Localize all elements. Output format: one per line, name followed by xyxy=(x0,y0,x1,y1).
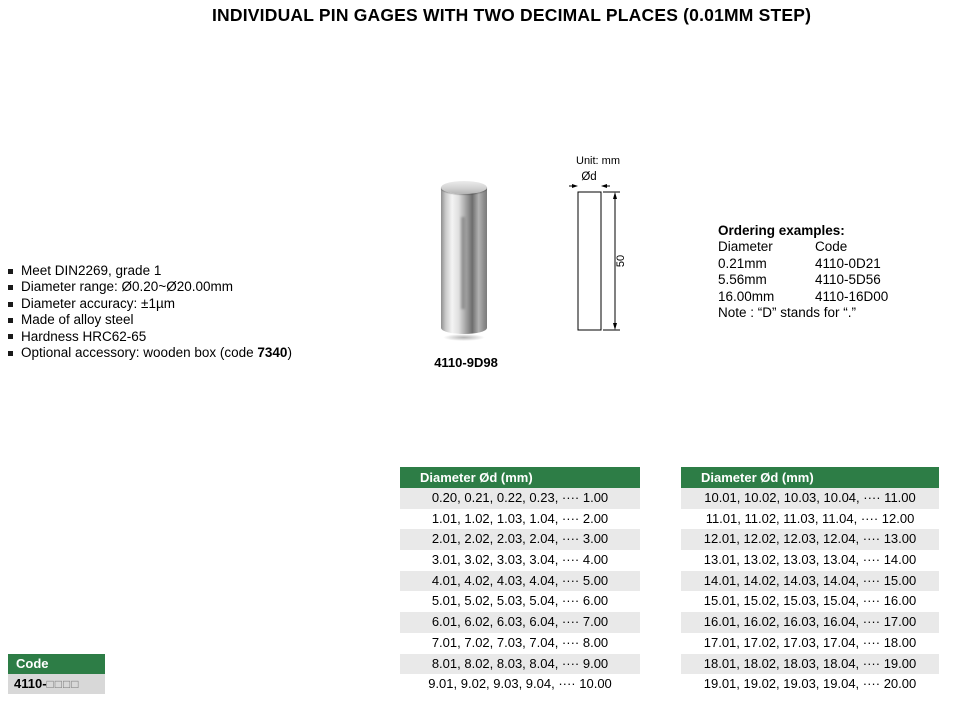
diameter-table-right xyxy=(681,467,939,695)
feature-item xyxy=(8,279,292,295)
feature-item xyxy=(8,312,292,328)
feature-item xyxy=(8,263,292,279)
table-row: 5.01, 5.02, 5.03, 5.04, ···· 6.00 xyxy=(400,591,640,612)
page-title: INDIVIDUAL PIN GAGES WITH TWO DECIMAL PLACES (0.01MM STEP) xyxy=(212,5,812,25)
table-row: 10.01, 10.02, 10.03, 10.04, ···· 11.00 xyxy=(681,488,939,509)
code-legend xyxy=(8,654,105,694)
feature-text: Meet DIN2269, grade 1 xyxy=(21,263,162,278)
pin-outline xyxy=(578,192,601,330)
ordering-row xyxy=(718,272,888,288)
ordering-col-diameter: Diameter xyxy=(718,239,773,255)
pin-top-cap xyxy=(441,181,487,194)
ordering-row xyxy=(718,289,888,305)
accessory-code: 7340 xyxy=(257,345,288,361)
feature-item xyxy=(8,345,292,361)
diameter-dim-label: Ød xyxy=(581,171,597,183)
table-row: 2.01, 2.02, 2.03, 2.04, ···· 3.00 xyxy=(400,529,640,550)
code-prefix: 4110- xyxy=(14,676,47,691)
ordering-col-code: Code xyxy=(815,239,848,255)
diameter-value: 0.21mm xyxy=(718,255,767,271)
feature-text: Diameter accuracy: ±1µm xyxy=(21,295,175,311)
unit-label: Unit: mm xyxy=(576,155,620,167)
table-row: 19.01, 19.02, 19.03, 19.04, ···· 20.00 xyxy=(681,674,939,695)
table-row: 1.01, 1.02, 1.03, 1.04, ···· 2.00 xyxy=(400,509,640,530)
pin-laser-marking xyxy=(461,217,465,309)
code-value: 4110-0D21 xyxy=(815,255,881,271)
feature-text: Hardness HRC62-65 xyxy=(21,328,147,344)
code-legend-value xyxy=(8,674,105,694)
table-row: 3.01, 3.02, 3.03, 3.04, ···· 4.00 xyxy=(400,550,640,571)
table-row: 16.01, 16.02, 16.03, 16.04, ···· 17.00 xyxy=(681,612,939,633)
ordering-note: Note : “D” stands for “.” xyxy=(718,305,857,321)
feature-list xyxy=(8,263,292,361)
pin-shadow xyxy=(443,334,485,341)
ordering-examples xyxy=(718,223,888,321)
bullet-icon xyxy=(8,318,13,323)
table-row: 7.01, 7.02, 7.03, 7.04, ···· 8.00 xyxy=(400,633,640,654)
feature-item xyxy=(8,329,292,345)
pin-gage-photo xyxy=(441,181,487,341)
diameter-table-left xyxy=(400,467,640,695)
table-header: Diameter Ød (mm) xyxy=(681,467,939,488)
ordering-row xyxy=(718,256,888,272)
table-row: 17.01, 17.02, 17.03, 17.04, ···· 18.00 xyxy=(681,633,939,654)
code-legend-header: Code xyxy=(8,654,105,674)
feature-text: Made of alloy steel xyxy=(21,312,134,328)
diameter-value: 5.56mm xyxy=(718,272,767,288)
ordering-header-row xyxy=(718,239,888,255)
pin-caption: 4110-9D98 xyxy=(434,355,498,370)
ordering-title: Ordering examples: xyxy=(718,223,845,238)
diameter-value: 16.00mm xyxy=(718,288,775,304)
feature-text: Optional accessory: wooden box (code 7340) xyxy=(21,345,292,361)
pin-body xyxy=(441,187,487,334)
table-row: 13.01, 13.02, 13.03, 13.04, ···· 14.00 xyxy=(681,550,939,571)
bullet-icon xyxy=(8,334,13,339)
table-row: 8.01, 8.02, 8.03, 8.04, ···· 9.00 xyxy=(400,654,640,675)
table-row: 4.01, 4.02, 4.03, 4.04, ···· 5.00 xyxy=(400,571,640,592)
table-row: 14.01, 14.02, 14.03, 14.04, ···· 15.00 xyxy=(681,571,939,592)
bullet-icon xyxy=(8,351,13,356)
code-placeholder-squares: □□□□ xyxy=(46,677,80,691)
bullet-icon xyxy=(8,285,13,290)
feature-text: Diameter range: Ø0.20~Ø20.00mm xyxy=(21,279,233,295)
code-value: 4110-16D00 xyxy=(815,288,889,304)
table-row: 11.01, 11.02, 11.03, 11.04, ···· 12.00 xyxy=(681,509,939,530)
table-row: 12.01, 12.02, 12.03, 12.04, ···· 13.00 xyxy=(681,529,939,550)
feature-item xyxy=(8,296,292,312)
table-header: Diameter Ød (mm) xyxy=(400,467,640,488)
table-row: 9.01, 9.02, 9.03, 9.04, ···· 10.00 xyxy=(400,674,640,695)
table-row: 18.01, 18.02, 18.03, 18.04, ···· 19.00 xyxy=(681,654,939,675)
bullet-icon xyxy=(8,302,13,307)
table-row: 6.01, 6.02, 6.03, 6.04, ···· 7.00 xyxy=(400,612,640,633)
table-row: 15.01, 15.02, 15.03, 15.04, ···· 16.00 xyxy=(681,591,939,612)
code-value: 4110-5D56 xyxy=(815,272,881,288)
bullet-icon xyxy=(8,269,13,274)
length-dim-label: 50 xyxy=(615,254,627,268)
table-row: 0.20, 0.21, 0.22, 0.23, ···· 1.00 xyxy=(400,488,640,509)
technical-drawing xyxy=(552,150,652,350)
